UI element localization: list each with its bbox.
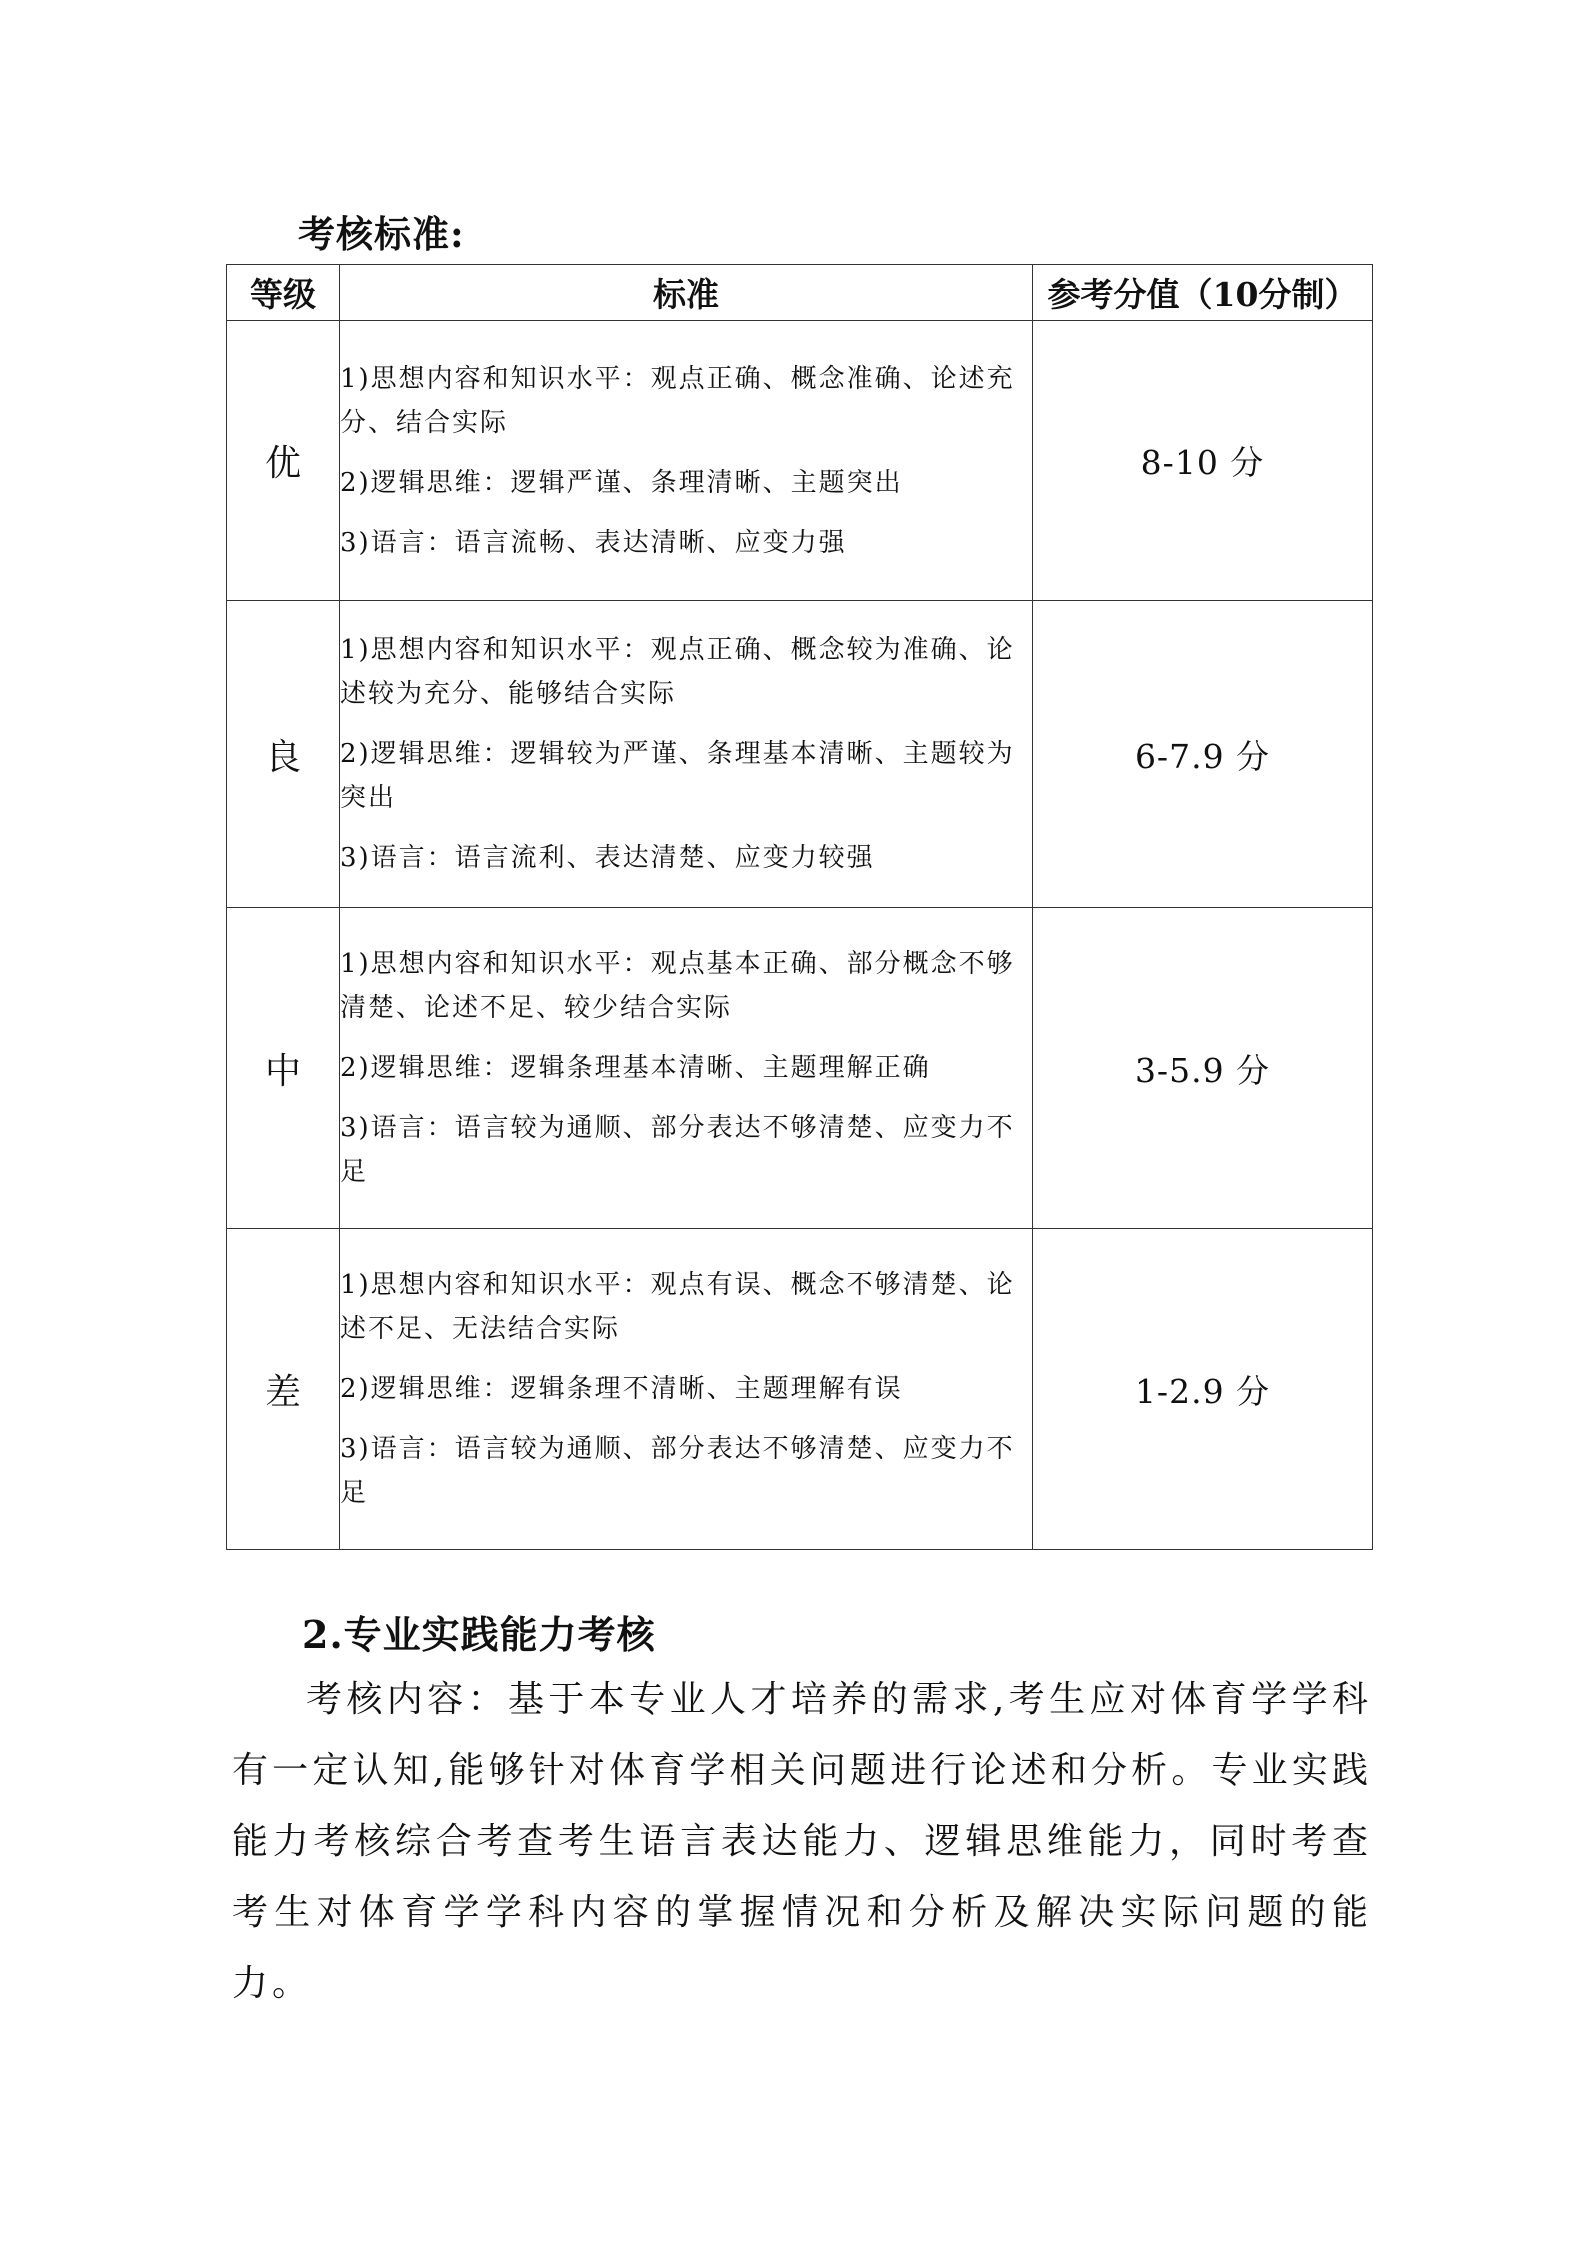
table-row [227, 321, 1373, 601]
table-row [227, 601, 1373, 908]
level-cell: 中 [227, 908, 340, 1229]
table-row [227, 908, 1373, 1229]
criteria-item: 1)思想内容和知识水平：观点正确、概念准确、论述充分、结合实际 [340, 363, 1015, 438]
score-cell: 8-10 分 [1033, 321, 1373, 601]
score-cell: 6-7.9 分 [1033, 601, 1373, 908]
criteria-item: 3)语言：语言较为通顺、部分表达不够清楚、应变力不足 [340, 1113, 1015, 1187]
score-cell: 3-5.9 分 [1033, 908, 1373, 1229]
criteria-item: 1)思想内容和知识水平：观点基本正确、部分概念不够清楚、论述不足、较少结合实际 [340, 949, 1015, 1023]
section-title: 2.专业实践能力考核 [302, 1612, 656, 1657]
level-cell: 良 [227, 601, 340, 908]
criteria-cell [340, 601, 1033, 908]
level-cell: 优 [227, 321, 340, 601]
criteria-cell [340, 321, 1033, 601]
criteria-item: 2)逻辑思维：逻辑较为严谨、条理基本清晰、主题较为突出 [340, 739, 1015, 813]
criteria-item: 3)语言：语言较为通顺、部分表达不够清楚、应变力不足 [340, 1434, 1015, 1508]
assessment-criteria-heading: 考核标准: [298, 212, 465, 256]
criteria-item: 3)语言：语言流畅、表达清晰、应变力强 [340, 527, 847, 558]
header-level: 等级 [227, 265, 340, 321]
score-cell: 1-2.9 分 [1033, 1229, 1373, 1550]
table-header-row [227, 265, 1373, 321]
criteria-item: 1)思想内容和知识水平：观点有误、概念不够清楚、论述不足、无法结合实际 [340, 1270, 1015, 1344]
criteria-item: 3)语言：语言流利、表达清楚、应变力较强 [340, 843, 875, 873]
header-score: 参考分值（10分制） [1033, 265, 1373, 321]
criteria-item: 2)逻辑思维：逻辑条理不清晰、主题理解有误 [340, 1374, 903, 1404]
criteria-item: 1)思想内容和知识水平：观点正确、概念较为准确、论述较为充分、能够结合实际 [340, 635, 1015, 709]
criteria-cell [340, 1229, 1033, 1550]
table-row [227, 1229, 1373, 1550]
criteria-item: 2)逻辑思维：逻辑严谨、条理清晰、主题突出 [340, 467, 903, 498]
criteria-cell [340, 908, 1033, 1229]
grading-table [226, 264, 1373, 1550]
header-criteria: 标准 [340, 265, 1033, 321]
criteria-item: 2)逻辑思维：逻辑条理基本清晰、主题理解正确 [340, 1053, 931, 1083]
section-body-paragraph: 考核内容：基于本专业人才培养的需求,考生应对体育学学科有一定认知,能够针对体育学相关问题进行论述和分析。专业实践能力考核综合考查考生语言表达能力、逻辑思维能力，同时考查考生对体育学学科内容的掌握情况和分析及解决实际问题的能力。 [232, 1679, 1372, 2004]
level-cell: 差 [227, 1229, 340, 1550]
